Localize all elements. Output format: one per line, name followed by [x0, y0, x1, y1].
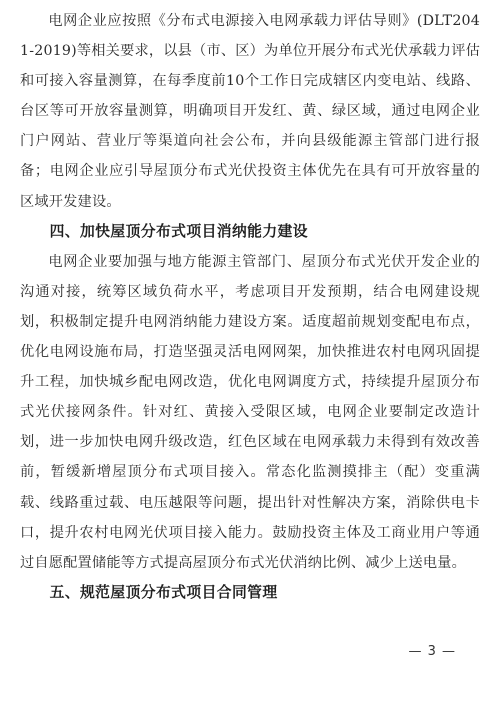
section-heading-4: 四、加快屋顶分布式项目消纳能力建设 [49, 222, 308, 240]
section-heading-5: 五、规范屋顶分布式项目合同管理 [49, 583, 278, 601]
body-paragraph: 电网企业应按照《分布式电源接入电网承载力评估导则》(DLT2041-2019)等相关要求，以县（市、区）为单位开展分布式光伏承载力评估和可接入容量测算，在每季度前10个工作日完成辖区内变电站、线路、台区等可开放容量测算，明确项目开发红、黄、绿区域，通过电网企业门户网站、营业厅等渠道向社会公布，并向县级能源主管部门进行报备；电网企业应引导屋顶分布式光伏投资主体优先在具有可开放容量的区域开发建设。 [20, 13, 480, 210]
document-body [20, 6, 480, 608]
page-number: — 3 — [408, 644, 456, 659]
body-paragraph: 电网企业要加强与地方能源主管部门、屋顶分布式光伏开发企业的沟通对接，统筹区域负荷水平，考虑项目开发预期，结合电网建设规划，积极制定提升电网消纳能力建设方案。适度超前规划变配电布点，优化电网设施布局，打造坚强灵活电网网架，加快推进农村电网巩固提升工程，加快城乡配电网改造，优化电网调度方式，持续提升屋顶分布式光伏接网条件。针对红、黄接入受限区域，电网企业要制定改造计划，进一步加快电网升级改造，红色区域在电网承载力未得到有效改善前，暂缓新增屋顶分布式项目接入。常态化监测摸排主（配）变重满载、线路重过载、电压越限等问题，提出针对性解决方案，消除供电卡口，提升农村电网光伏项目接入能力。鼓励投资主体及工商业用户等通过自愿配置储能等方式提高屋顶分布式光伏消纳比例、减少上送电量。 [20, 253, 480, 571]
